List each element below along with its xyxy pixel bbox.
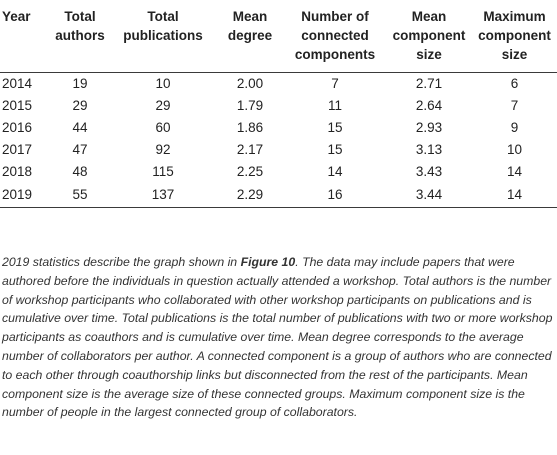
header-year: Year	[0, 0, 50, 73]
cell-max-component-size: 14	[506, 164, 523, 179]
cell-mean-degree: 2.00	[236, 76, 264, 91]
cell-year: 2019	[0, 183, 50, 208]
cell-total-publications: 92	[155, 142, 171, 157]
cell-mean-degree: 2.25	[236, 164, 264, 179]
cell-year: 2014	[2, 76, 33, 91]
caption-lead: 2019 statistics describe the graph shown in	[2, 255, 241, 269]
cell-year: 2018	[2, 164, 33, 179]
cell-mean-component-size: 2.93	[415, 120, 443, 135]
cell-year: 2015	[2, 98, 33, 113]
table-row	[0, 139, 557, 161]
header-mean-degree: Mean degree	[216, 0, 284, 73]
header-mean-component-size: Mean component size	[386, 0, 472, 73]
figure-reference-link[interactable]: Figure 10	[240, 255, 296, 269]
table-row	[0, 117, 557, 139]
cell-connected-components: 15	[327, 120, 343, 135]
cell-max-component-size: 7	[510, 98, 519, 113]
cell-total-authors: 55	[50, 183, 110, 208]
cell-total-publications: 10	[155, 76, 171, 91]
cell-total-publications: 29	[155, 98, 171, 113]
table-body	[0, 73, 557, 208]
header-total-authors: Total authors	[50, 0, 110, 73]
cell-total-publications: 115	[152, 164, 174, 179]
cell-total-authors: 19	[72, 76, 88, 91]
cell-connected-components: 11	[327, 98, 342, 113]
cell-connected-components: 16	[284, 183, 386, 208]
cell-total-authors: 47	[72, 142, 88, 157]
cell-mean-component-size: 3.44	[386, 183, 472, 208]
table-row	[0, 95, 557, 117]
cell-mean-component-size: 2.64	[415, 98, 443, 113]
header-row	[0, 0, 557, 73]
cell-year: 2016	[2, 120, 33, 135]
header-max-component-size: Maximum component size	[472, 0, 557, 73]
table-row	[0, 73, 557, 96]
cell-total-authors: 48	[72, 164, 88, 179]
header-connected-components: Number of connected components	[284, 0, 386, 73]
caption-body: . The data may include papers that were authored before the individuals in question actually attended a workshop. Total authors is the number of workshop participants who collaborated with other workshop participants on publications and is cumulative over time. Total publications is the total number of publications with two or more workshop participants as coauthors and is cumulative over time. Mean degree corresponds to the average number of collaborators per author. A connected component is a group of authors who are connected to each other through coauthorship links but disconnected from the rest of the participants. Mean component size is the average size of these connected groups. Maximum component size is the number of people in the largest connected group of collaborators.	[2, 255, 553, 420]
statistics-table	[0, 0, 557, 208]
cell-connected-components: 7	[331, 76, 339, 91]
cell-mean-component-size: 2.71	[415, 76, 443, 91]
cell-mean-degree: 2.17	[236, 142, 264, 157]
table-caption	[2, 253, 555, 422]
cell-mean-degree: 2.29	[216, 183, 284, 208]
table-row	[0, 161, 557, 183]
cell-total-authors: 29	[72, 98, 88, 113]
cell-mean-degree: 1.79	[236, 98, 264, 113]
cell-mean-component-size: 3.13	[415, 142, 443, 157]
cell-total-publications: 137	[110, 183, 216, 208]
cell-max-component-size: 6	[510, 76, 519, 91]
cell-max-component-size: 14	[472, 183, 557, 208]
cell-total-authors: 44	[72, 120, 88, 135]
cell-total-publications: 60	[155, 120, 171, 135]
cell-mean-component-size: 3.43	[415, 164, 443, 179]
cell-connected-components: 14	[327, 164, 343, 179]
cell-connected-components: 15	[327, 142, 343, 157]
header-total-publications: Total publications	[110, 0, 216, 73]
cell-max-component-size: 10	[506, 142, 523, 157]
table-row	[0, 183, 557, 208]
table-header	[0, 0, 557, 73]
cell-mean-degree: 1.86	[236, 120, 264, 135]
cell-max-component-size: 9	[510, 120, 519, 135]
cell-year: 2017	[2, 142, 33, 157]
